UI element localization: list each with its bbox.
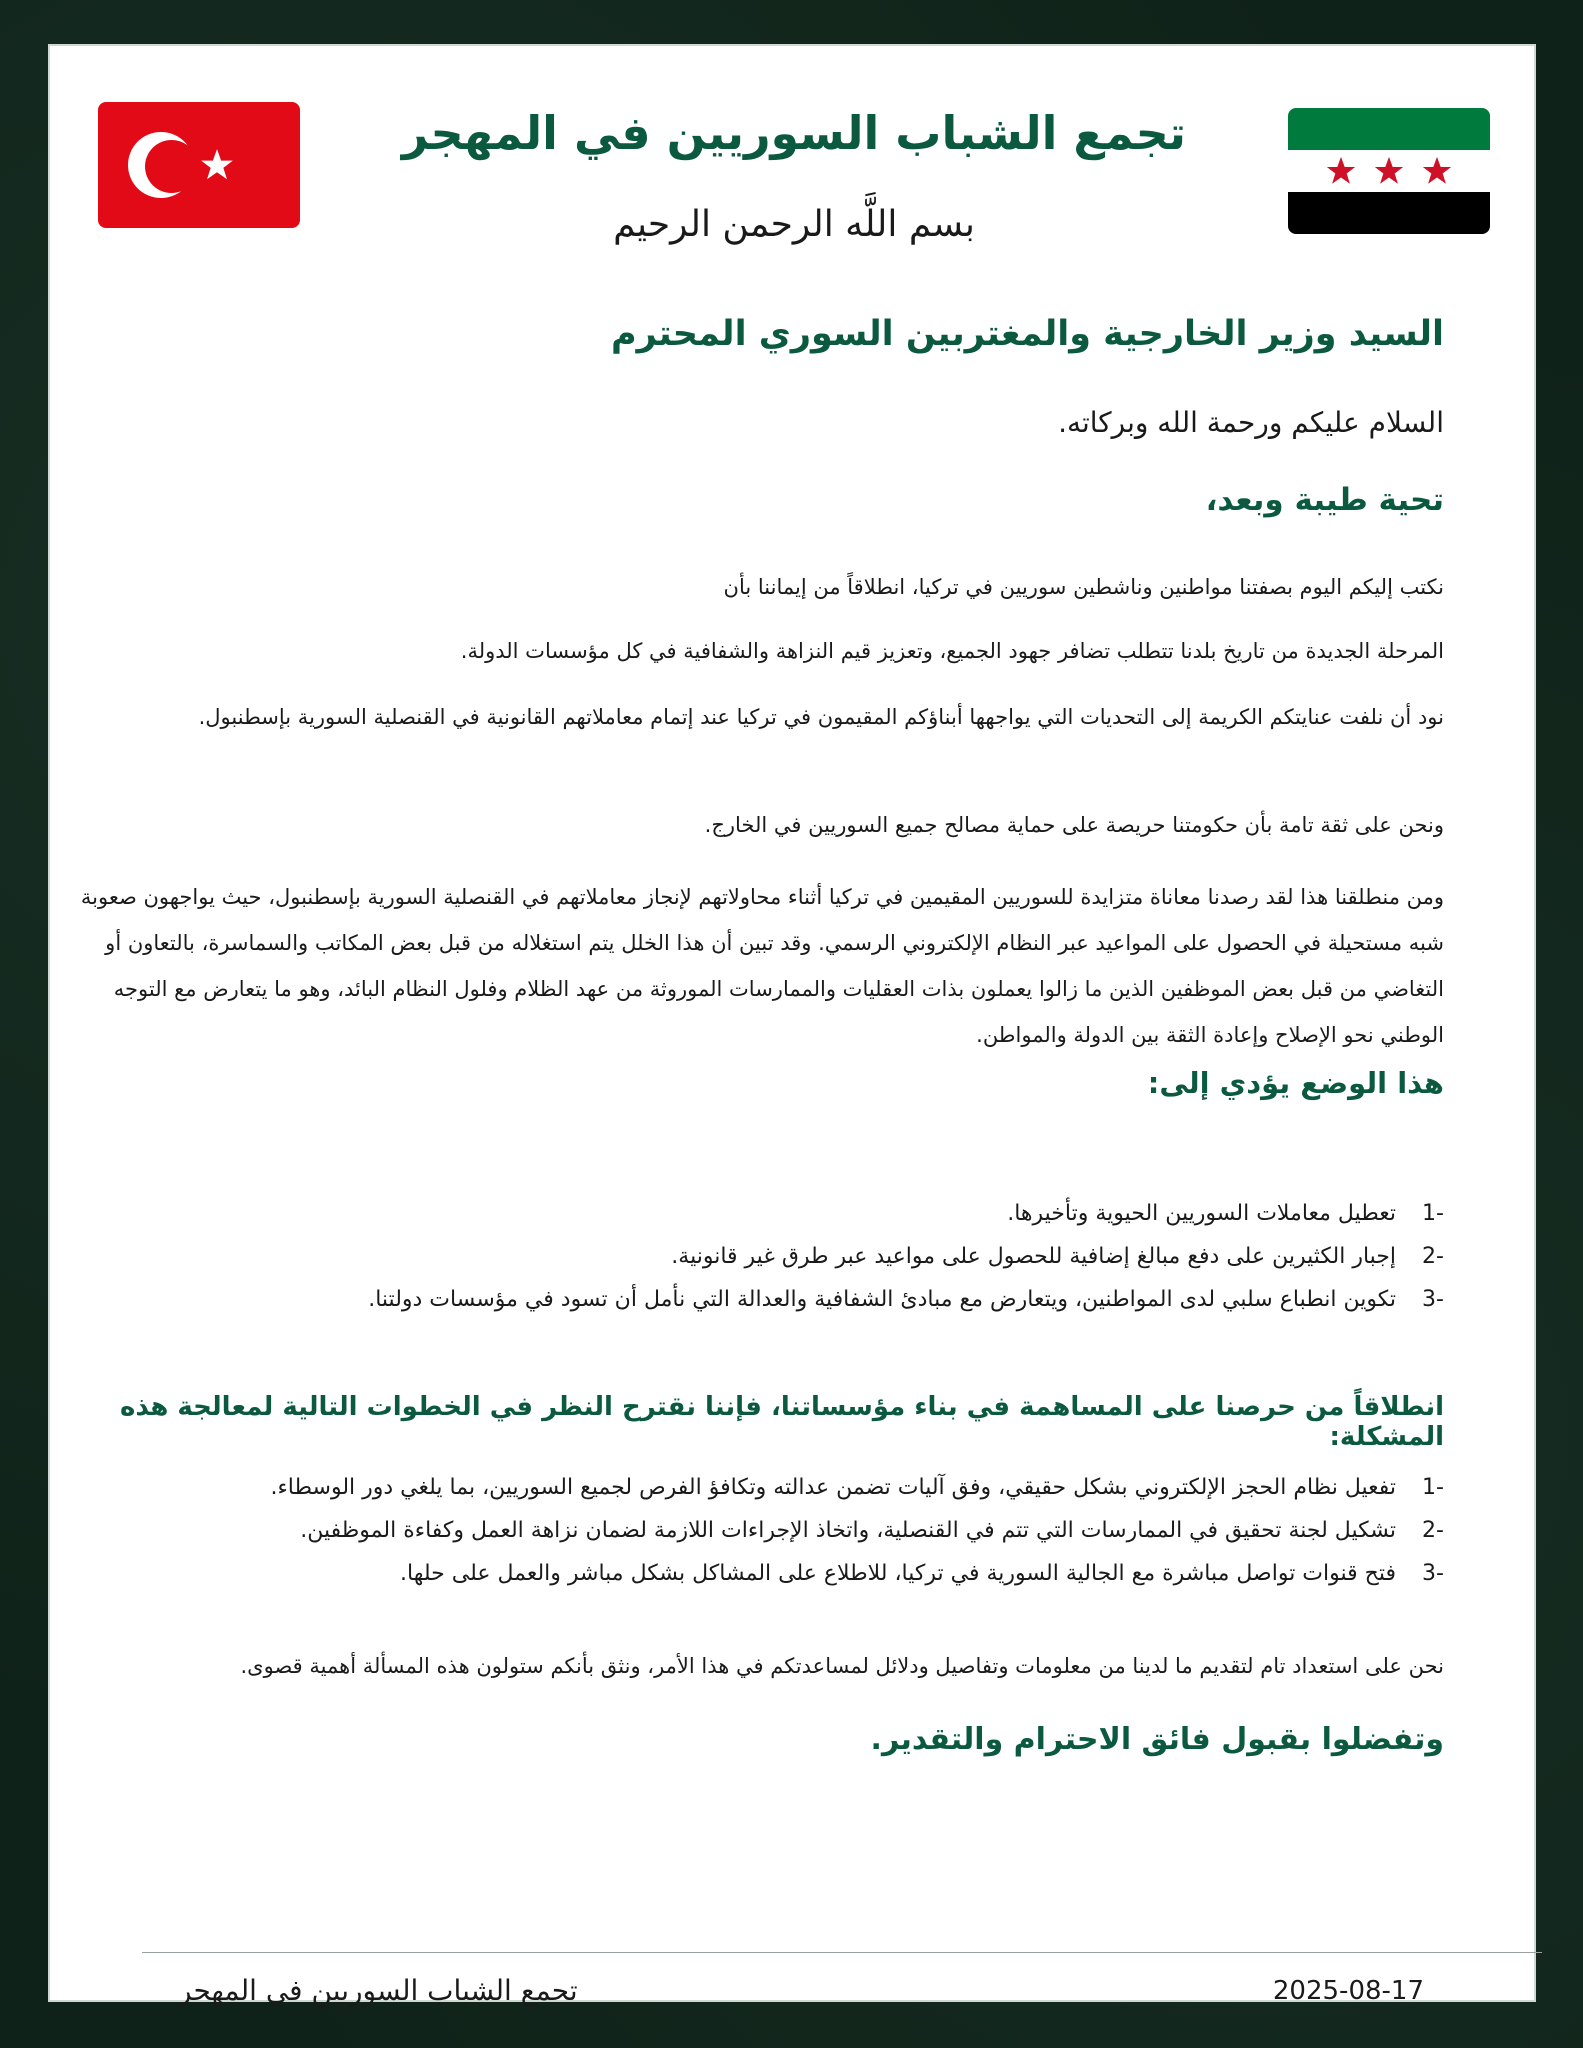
list-text: تفعيل نظام الحجز الإلكتروني بشكل حقيقي، وفق آليات تضمن عدالته وتكافؤ الفرص لجميع السوريين، بما يلغي دور الوسطاء. bbox=[270, 1475, 1396, 1500]
greeting: تحية طيبة وبعد، bbox=[1205, 482, 1444, 518]
footer-date: 2025-08-17 bbox=[1272, 1976, 1424, 2006]
letter-page bbox=[48, 44, 1536, 2007]
paragraph: المرحلة الجديدة من تاريخ بلدنا تتطلب تضافر جهود الجميع، وتعزيز قيم النزاهة والشفافية في كل مؤسسات الدولة. bbox=[460, 639, 1444, 663]
closing-paragraph: نحن على استعداد تام لتقديم ما لدينا من معلومات وتفاصيل ودلائل لمساعدتكم في هذا الأمر، ونثق بأنكم ستولون هذه المسألة أهمية قصوى. bbox=[240, 1654, 1444, 1678]
proposals-list bbox=[114, 1466, 1444, 1595]
list-item bbox=[114, 1509, 1444, 1552]
consequences-list bbox=[114, 1192, 1444, 1321]
star-icon bbox=[1372, 154, 1406, 188]
star-icon bbox=[1420, 154, 1454, 188]
page-title: تجمع الشباب السوريين في المهجر bbox=[401, 106, 1187, 160]
regards: وتفضلوا بقبول فائق الاحترام والتقدير. bbox=[870, 1722, 1444, 1757]
basmala: بسم اللَّه الرحمن الرحيم bbox=[613, 204, 975, 245]
list-item bbox=[114, 1552, 1444, 1595]
turkey-flag-icon bbox=[98, 102, 300, 228]
list-text: تكوين انطباع سلبي لدى المواطنين، ويتعارض مع مبادئ الشفافية والعدالة التي نأمل أن تسود في مؤسسات دولتنا. bbox=[368, 1287, 1396, 1312]
list-number: -2 bbox=[1422, 1244, 1444, 1269]
footer-divider bbox=[142, 1952, 1542, 1953]
list-item bbox=[114, 1466, 1444, 1509]
salutation: السلام عليكم ورحمة الله وبركاته. bbox=[1058, 406, 1444, 439]
proposals-heading: انطلاقاً من حرصنا على المساهمة في بناء مؤسساتنا، فإننا نقترح النظر في الخطوات التالية لمعالجة هذه المشكلة: bbox=[119, 1392, 1444, 1452]
addressee: السيد وزير الخارجية والمغتربين السوري المحترم bbox=[611, 314, 1444, 354]
star-icon bbox=[1324, 154, 1358, 188]
list-number: -3 bbox=[1422, 1561, 1444, 1586]
paragraph: نود أن نلفت عنايتكم الكريمة إلى التحديات التي يواجهها أبناؤكم المقيمون في تركيا عند إتمام معاملاتهم القانونية في القنصلية السورية بإسطنبول. bbox=[198, 705, 1444, 729]
list-item bbox=[114, 1235, 1444, 1278]
list-number: -3 bbox=[1422, 1287, 1444, 1312]
syria-flag-icon bbox=[1288, 108, 1490, 234]
list-text: إجبار الكثيرين على دفع مبالغ إضافية للحصول على مواعيد عبر طرق غير قانونية. bbox=[671, 1244, 1396, 1269]
consequences-heading: هذا الوضع يؤدي إلى: bbox=[1147, 1066, 1444, 1100]
list-text: تعطيل معاملات السوريين الحيوية وتأخيرها. bbox=[1007, 1201, 1396, 1226]
paragraph: نكتب إليكم اليوم بصفتنا مواطنين وناشطين سوريين في تركيا، انطلاقاً من إيماننا بأن bbox=[723, 575, 1444, 599]
list-item bbox=[114, 1278, 1444, 1321]
list-text: فتح قنوات تواصل مباشرة مع الجالية السورية في تركيا، للاطلاع على المشاكل بشكل مباشر والعمل على حلها. bbox=[400, 1561, 1396, 1586]
footer-organization: تجمع الشباب السوريين في المهجر bbox=[178, 1974, 578, 2007]
list-text: تشكيل لجنة تحقيق في الممارسات التي تتم في القنصلية، واتخاذ الإجراءات اللازمة لضمان نزاهة العمل وكفاءة الموظفين. bbox=[300, 1518, 1396, 1543]
paragraph: ومن منطلقنا هذا لقد رصدنا معاناة متزايدة للسوريين المقيمين في تركيا أثناء محاولاتهم لإنجاز معاملاتهم في القنصلية السورية بإسطنبول، حيث يواجهون صعوبة شبه مستحيلة في الحصول على المواعيد عبر النظام الإلكتروني الرسمي. وقد تبين أن هذا الخلل يتم استغلاله من قبل بعض المكاتب والسماسرة، بالتعاون أو التغاضي من قبل بعض الموظفين الذين ما زالوا يعملون بذات العقليات والممارسات الموروثة من عهد الظلام وفلول النظام البائد، وهو ما يتعارض مع التوجه الوطني نحو الإصلاح وإعادة الثقة بين الدولة والمواطن. bbox=[80, 885, 1444, 1047]
paragraph: ونحن على ثقة تامة بأن حكومتنا حريصة على حماية مصالح جميع السوريين في الخارج. bbox=[704, 813, 1444, 837]
list-item bbox=[114, 1192, 1444, 1235]
list-number: -2 bbox=[1422, 1518, 1444, 1543]
list-number: -1 bbox=[1422, 1475, 1444, 1500]
list-number: -1 bbox=[1422, 1201, 1444, 1226]
